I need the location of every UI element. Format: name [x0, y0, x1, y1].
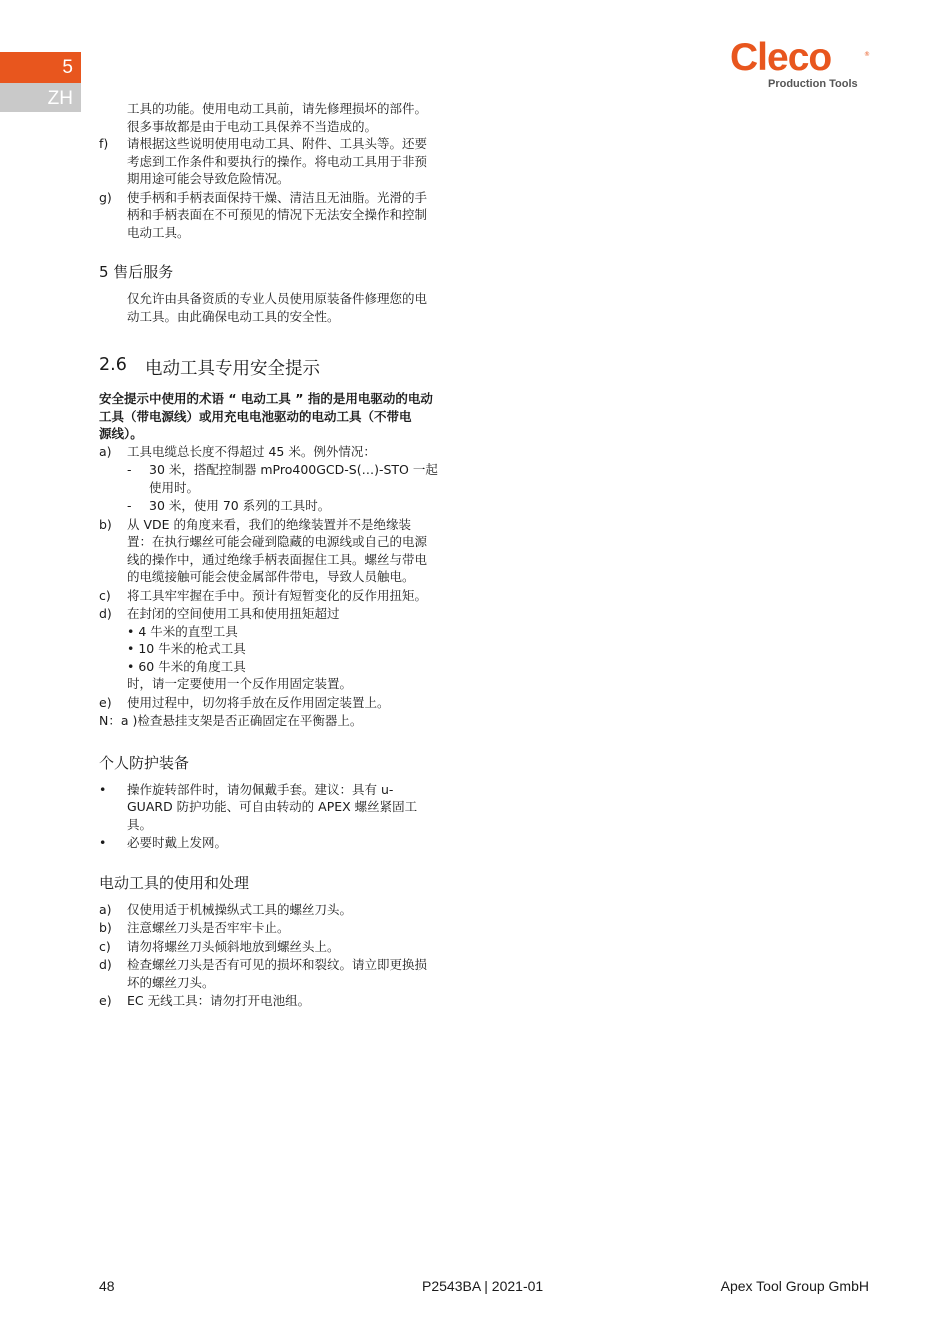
item-label: g): [99, 189, 112, 205]
text-line: 请根据这些说明使用电动工具、附件、工具头等。还要: [127, 136, 428, 151]
list-item-a: [99, 443, 479, 461]
text-line: 使用时。: [149, 479, 200, 495]
text-line: 电动工具。: [127, 224, 190, 240]
item-label: c): [99, 938, 111, 954]
section-number: 2.6: [99, 355, 127, 375]
list-item: [99, 901, 479, 919]
bullet: •: [99, 835, 107, 850]
page-footer: [99, 1278, 869, 1298]
item-label: b): [99, 516, 112, 532]
item-label: f): [99, 136, 109, 151]
item-label: a): [99, 901, 112, 917]
text-line: 柄和手柄表面在不可预见的情况下无法安全操作和控制: [127, 207, 428, 222]
list-item-d: [99, 605, 479, 693]
dash: -: [127, 498, 132, 513]
logo-subtitle: Production Tools: [768, 78, 858, 90]
item-label: d): [99, 606, 112, 621]
text-line: 的电缆接触可能会使金属部件带电，导致人员触电。: [127, 569, 415, 584]
item-label: b): [99, 920, 112, 935]
list-item: [99, 992, 479, 1010]
service-heading: 5 售后服务: [99, 263, 174, 281]
text-line: 从 VDE 的角度来看，我们的绝缘装置并不是绝缘装: [127, 516, 412, 532]
text-line: 坏的螺丝刀头。: [127, 974, 215, 990]
sub-item: [99, 461, 479, 496]
list-item-e: [99, 694, 479, 712]
text-line: 请勿将螺丝刀头倾斜地放到螺丝头上。: [127, 938, 340, 954]
item-label: e): [99, 694, 112, 710]
handling-heading: 电动工具的使用和处理: [99, 873, 250, 892]
document-reference: P2543BA | 2021-01: [422, 1278, 544, 1294]
item-label: d): [99, 957, 112, 972]
sub-item: [99, 497, 479, 515]
text-line: 仅使用适于机械操纵式工具的螺丝刀头。: [127, 901, 353, 917]
list-item: [99, 956, 479, 991]
list-item-b: [99, 516, 479, 586]
text-line: EC 无线工具：请勿打开电池组。: [127, 993, 311, 1008]
logo-wordmark: Cleco: [730, 36, 832, 79]
text-line: 30 米，搭配控制器 mPro400GCD-S(…)-STO 一起: [149, 462, 438, 477]
item-label: a): [99, 443, 112, 459]
text-line: 时，请一定要使用一个反作用固定装置。: [127, 676, 353, 691]
text-line: 很多事故都是由于电动工具保养不当造成的。: [127, 118, 378, 134]
logo-registered-mark: ®: [864, 51, 870, 58]
list-item-g: [99, 189, 479, 242]
bullet-item: [99, 834, 479, 852]
list-item-f: [99, 135, 479, 188]
note-text: N：a )检查悬挂支架是否正确固定在平衡器上。: [99, 713, 363, 728]
item-label: c): [99, 587, 111, 603]
item-text: 在封闭的空间使用工具和使用扭矩超过: [127, 606, 340, 621]
text-line: 注意螺丝刀头是否牢牢卡止。: [127, 920, 290, 935]
bullet: •: [99, 781, 107, 797]
item-text: 使用过程中，切勿将手放在反作用固定装置上。: [127, 694, 390, 710]
text-line: GUARD 防护功能、可自由转动的 APEX 螺丝紧固工: [127, 799, 418, 814]
text-line: 30 米，使用 70 系列的工具时。: [149, 498, 331, 513]
chapter-tab: 5: [0, 52, 81, 83]
section-heading: [99, 355, 479, 380]
dash: -: [127, 462, 132, 477]
text-line: 线的操作中，通过绝缘手柄表面握住工具。螺丝与带电: [127, 551, 428, 567]
text-line: 工具（带电源线）或用充电电池驱动的电动工具（不带电: [99, 408, 412, 424]
item-text: 将工具牢牢握在手中。预计有短暂变化的反作用扭矩。: [127, 587, 428, 603]
text-line: • 10 牛米的枪式工具: [127, 641, 246, 656]
text-line: 操作旋转部件时，请勿佩戴手套。建议：具有 u-: [127, 781, 394, 797]
service-text: [99, 290, 479, 325]
text-line: 动工具。由此确保电动工具的安全性。: [127, 308, 340, 324]
section-intro: [99, 390, 479, 443]
cleco-logo: [730, 36, 870, 92]
text-line: 期用途可能会导致危险情况。: [127, 171, 290, 186]
text-line: 工具的功能。使用电动工具前，请先修理损坏的部件。: [127, 101, 428, 116]
text-line: 检查螺丝刀头是否有可见的损坏和裂纹。请立即更换损: [127, 957, 428, 972]
list-item-c: [99, 587, 479, 605]
text-line: 具。: [127, 816, 153, 832]
text-line: 考虑到工作条件和要执行的操作。将电动工具用于非预: [127, 153, 428, 169]
page-number: 48: [99, 1278, 115, 1294]
item-text: 工具电缆总长度不得超过 45 米。例外情况：: [127, 443, 376, 459]
language-tab: ZH: [0, 83, 81, 112]
item-label: e): [99, 993, 112, 1008]
intro-continuation: [99, 100, 479, 135]
list-item: [99, 919, 479, 937]
text-line: • 4 牛米的直型工具: [127, 623, 238, 639]
text-line: • 60 牛米的角度工具: [127, 658, 246, 674]
bullet-item: [99, 781, 479, 834]
list-item: [99, 938, 479, 956]
section-title: 电动工具专用安全提示: [145, 359, 320, 379]
text-line: 使手柄和手柄表面保持干燥、清洁且无油脂。光滑的手: [127, 189, 428, 205]
text-line: 仅允许由具备资质的专业人员使用原装备件修理您的电: [127, 291, 428, 306]
page-content: [99, 100, 479, 1011]
text-line: 必要时戴上发网。: [127, 835, 228, 850]
company-name: Apex Tool Group GmbH: [720, 1278, 869, 1294]
text-line: 源线）。: [99, 426, 143, 441]
ppe-heading: 个人防护装备: [99, 753, 190, 772]
text-line: 安全提示中使用的术语 “ 电动工具 ” 指的是用电驱动的电动: [99, 391, 433, 406]
text-line: 置：在执行螺丝可能会碰到隐藏的电源线或自己的电源: [127, 534, 428, 549]
